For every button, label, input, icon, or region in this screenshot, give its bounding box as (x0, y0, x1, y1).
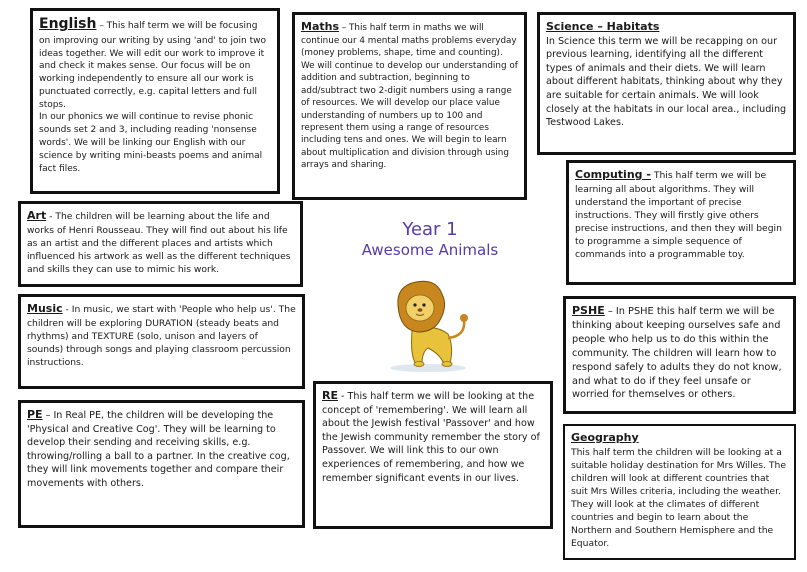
pshe-heading: PSHE (572, 304, 605, 317)
lion-illustration (378, 276, 478, 376)
computing-heading: Computing - (575, 168, 651, 181)
pe-text: – In Real PE, the children will be developing the 'Physical and Creative Cog'. They will be learning to develop their sending and receiving skills, e.g. throwing/rolling a ball to a partner. In the creative cog, they will link movements together and compare their movements with others. (27, 410, 290, 490)
maths-heading: Maths (301, 20, 340, 33)
art-panel (18, 201, 303, 287)
science-heading: Science – Habitats (546, 20, 660, 33)
re-heading: RE (322, 389, 338, 402)
geography-heading: Geography (571, 431, 639, 444)
computing-panel (566, 160, 796, 285)
english-heading: English (39, 16, 97, 32)
art-heading: Art (27, 209, 47, 222)
english-intro: – This half term we will be focusing on improving our writing by using 'and' to join two ideas together. We will edit our work to improve it and check it makes sense. Our focus will be on working independently to ensure all our work is punctuated correctly, e.g. capital letters and full stops. (39, 21, 266, 110)
pe-heading: PE (27, 408, 43, 421)
english-phonics-text: In our phonics we will continue to revise phonic sounds set 2 and 3, including reading 'nonsense words'. We will be linking our English with our science by writing mini-beasts poems and animal fact files. (39, 112, 263, 174)
pshe-panel (563, 296, 796, 414)
pshe-text: – In PSHE this half term we will be thinking about keeping ourselves safe and people who help us to do this within the community. The children will learn how to respond safely to adults they do not know, and what to do if they feel unsafe or worried for themselves or others. (572, 306, 782, 401)
music-heading: Music (27, 302, 63, 315)
geography-panel (563, 424, 796, 560)
science-text: In Science this term we will be recapping on our previous learning, identifying all the different types of animals and their diets. We will learn about different habitats, thinking about why they are suitable for certain animals. We will look closely at the habitats in our local area., including Testwood Lakes. (546, 35, 787, 129)
re-panel (313, 381, 553, 529)
music-panel (18, 294, 305, 389)
music-text: - In music, we start with 'People who help us'. The children will be exploring DURATION (steady beats and rhythms) and TEXTURE (solo, unison and layers of sounds) through songs and playing classroom percussion instructions. (27, 304, 296, 368)
center-title (330, 218, 530, 261)
year-title: Year 1 (402, 219, 458, 240)
geography-text: This half term the children will be looking at a suitable holiday destination for Mrs Willes. The children will look at different countries that suit Mrs Willes criteria, including the weather. They will look at the climates of different countries and begin to learn about the Northern and Southern Hemisphere and the Equator. (571, 446, 786, 550)
computing-text: This half term we will be learning all about algorithms. They will understand the important of precise instructions. They will firstly give others precise instructions, and then they will begin to programme a simple sequence of commands into a programmable toy. (575, 170, 782, 260)
art-text: - The children will be learning about the life and works of Henri Rousseau. They will find out about his life as an artist and the different places and artists which influenced his artwork as well as the different techniques and skills they can use to mimic his work. (27, 211, 291, 275)
maths-text: – This half term in maths we will continue our 4 mental maths problems everyday (money problems, shape, time and counting). We will continue to develop our understanding of addition and subtraction, beginning to add/subtract two 2-digit numbers using a range of resources. We will develop our place value understanding of numbers up to 100 and represent them using a range of resources including tens and ones. We will begin to learn about multiplication and division through using arrays and sharing. (301, 23, 518, 171)
re-text: - This half term we will be looking at the concept of 'remembering'. We will learn all about the Jewish festival 'Passover' and how the Jewish community remember the story of Passover. We will link this to our own experiences of remembering, and how we remember significant events in our lives. (322, 391, 540, 484)
english-panel (30, 8, 280, 194)
theme-title: Awesome Animals (361, 241, 499, 260)
science-panel (537, 12, 796, 155)
pe-panel (18, 400, 305, 528)
maths-panel (292, 12, 527, 200)
